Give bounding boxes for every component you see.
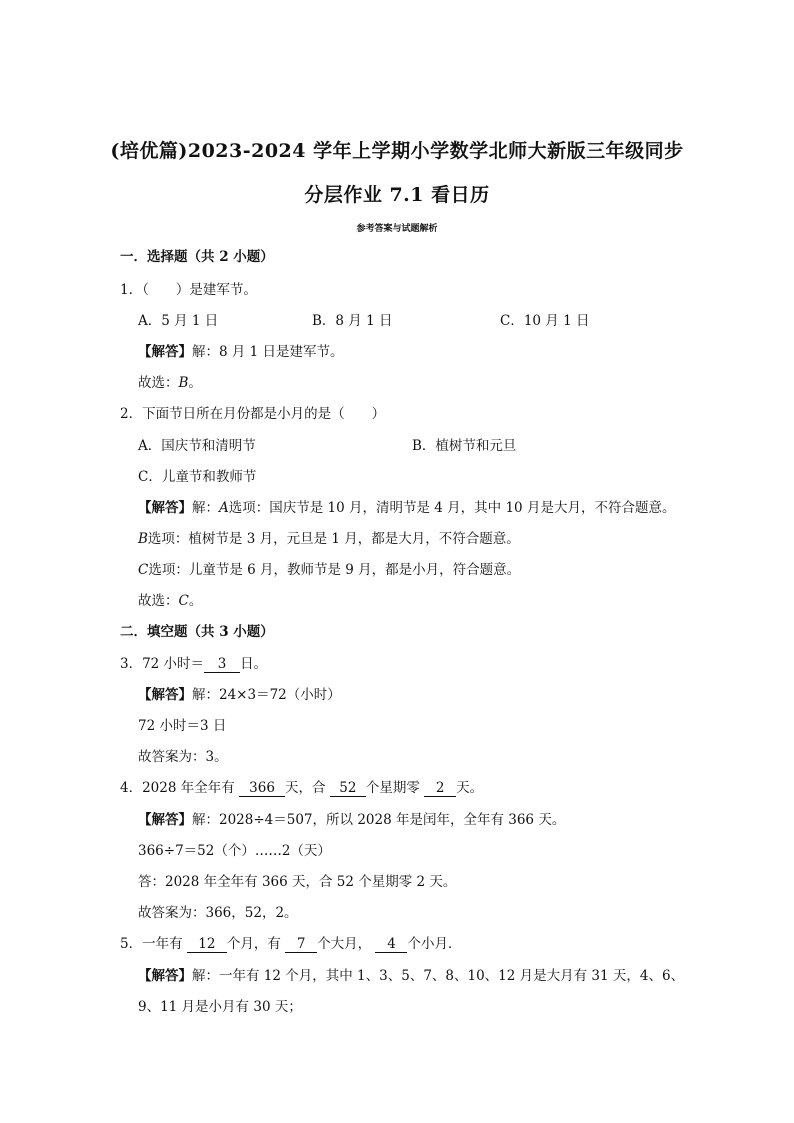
q1-choice-prefix: 故选：: [138, 375, 179, 391]
q5-answer-line2: 9、11 月是小月有 30 天；: [138, 999, 302, 1015]
q4-answer-line3: 答：2028 年全年有 366 天，合 52 个星期零 2 天。: [138, 874, 457, 890]
q5-stem-prefix: 5．一年有: [120, 936, 183, 952]
q2-answer-prefix: 解：: [192, 500, 219, 516]
q2-choice-letter: C: [178, 593, 189, 609]
q2-choice-suffix: 。: [188, 593, 203, 609]
q2-answer-a-text: 选项：国庆节是 10 月，清明节是 4 月，其中 10 月是大月，不符合题意。: [228, 500, 676, 516]
answer-tag: 【解答】: [138, 687, 192, 703]
q1-choice: [138, 374, 202, 392]
q5-stem-mid1: 个月，有: [226, 936, 281, 952]
q5-stem-suffix: 个小月．: [407, 936, 462, 952]
section2-heading: 二．填空题（共 3 小题）: [120, 624, 274, 640]
q4-answer: [138, 811, 565, 829]
q2-answer-b: [138, 530, 520, 548]
q1-choice-suffix: 。: [188, 375, 202, 391]
q4-stem: [120, 779, 483, 797]
q5-answer: [138, 967, 684, 985]
q3-answer-text: 解：24×3＝72（小时）: [192, 687, 341, 703]
document-title-line1: (培优篇)2023-2024 学年上学期小学数学北师大新版三年级同步: [110, 140, 684, 162]
q4-blank-3: 2: [424, 781, 456, 797]
q1-option-a: A．5 月 1 日: [138, 313, 219, 329]
q3-answer-line2: 72 小时＝3 日: [138, 718, 227, 734]
q1-answer: [138, 343, 344, 361]
q2-option-c: C．儿童节和教师节: [138, 469, 257, 485]
q4-answer-line2: 366÷7＝52（个）……2（天）: [138, 843, 331, 859]
q4-stem-mid2: 个星期零: [365, 780, 420, 796]
q3-stem-suffix: 日。: [240, 656, 268, 672]
q5-stem-mid2: 个大月，: [317, 936, 372, 952]
q4-final: 故答案为：366，52，2。: [138, 905, 298, 921]
q2-option-a: A．国庆节和清明节: [138, 438, 256, 454]
answer-tag: 【解答】: [138, 812, 192, 828]
q2-option-b: B．植树节和元旦: [412, 438, 517, 454]
q5-answer-text: 解：一年有 12 个月，其中 1、3、5、7、8、10、12 月是大月有 31 天，4、6、: [192, 968, 685, 984]
q2-choice: [138, 592, 202, 610]
q2-answer: [138, 499, 675, 517]
q3-stem: [120, 655, 267, 673]
q2-choice-prefix: 故选：: [138, 593, 179, 609]
q2-answer-b-text: 选项：植树节是 3 月，元旦是 1 月，都是大月，不符合题意。: [147, 531, 520, 547]
q2-letter-a: A: [219, 500, 229, 516]
q4-answer-text: 解：2028÷4＝507，所以 2028 年是闰年，全年有 366 天。: [192, 812, 566, 828]
q3-answer: [138, 686, 341, 704]
q2-letter-c: C: [138, 562, 149, 578]
answer-tag: 【解答】: [138, 968, 192, 984]
q5-blank-3: 4: [375, 937, 407, 953]
document-title-line2: 分层作业 7.1 看日历: [304, 184, 490, 206]
q2-stem: 2．下面节日所在月份都是小月的是（ ）: [120, 406, 386, 422]
q2-answer-c-text: 选项：儿童节是 6 月，教师节是 9 月，都是小月，符合题意。: [148, 562, 521, 578]
q4-blank-2: 52: [330, 781, 366, 797]
q1-option-b: B．8 月 1 日: [312, 313, 393, 329]
q1-answer-text: 解：8 月 1 日是建军节。: [192, 344, 344, 360]
q5-blank-2: 7: [285, 937, 317, 953]
document-subtitle: 参考答案与试题解析: [356, 224, 438, 234]
q4-blank-1: 366: [239, 781, 285, 797]
q5-blank-1: 12: [187, 937, 227, 953]
answer-tag: 【解答】: [138, 500, 192, 516]
section1-heading: 一．选择题（共 2 小题）: [120, 249, 274, 265]
q1-choice-letter: B: [178, 375, 189, 391]
q3-blank: 3: [204, 657, 240, 673]
q1-option-c: C．10 月 1 日: [500, 313, 590, 329]
q2-answer-c: [138, 561, 520, 579]
answer-tag: 【解答】: [138, 344, 192, 360]
q2-letter-b: B: [138, 531, 148, 547]
q4-stem-prefix: 4．2028 年全年有: [120, 780, 235, 796]
q5-stem: [120, 935, 461, 953]
q3-stem-prefix: 3．72 小时＝: [120, 656, 205, 672]
q3-final: 故答案为：3。: [138, 749, 228, 765]
q1-stem: 1．（ ）是建军节。: [120, 282, 257, 298]
q4-stem-suffix: 天。: [456, 780, 484, 796]
q4-stem-mid1: 天，合: [285, 780, 326, 796]
